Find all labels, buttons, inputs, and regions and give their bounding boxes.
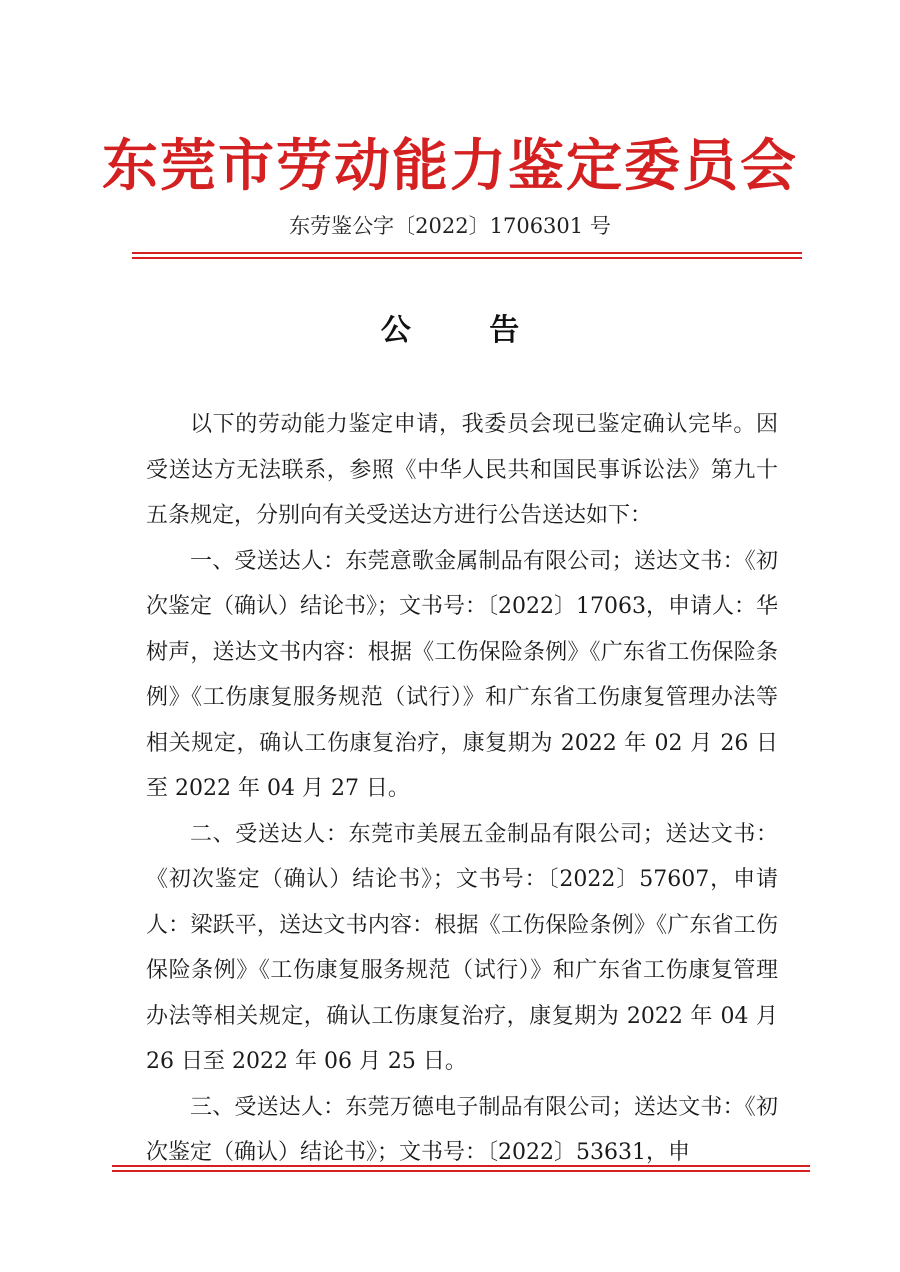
- footer-divider-thin: [112, 1170, 810, 1172]
- organization-title: 东莞市劳动能力鉴定委员会: [102, 133, 798, 199]
- intro-paragraph: 以下的劳动能力鉴定申请，我委员会现已鉴定确认完毕。因受送达方无法联系，参照《中华人民共和国民事诉讼法》第九十五条规定，分别向有关受送达方进行公告送达如下：: [146, 412, 778, 528]
- footer-divider: [112, 1165, 810, 1167]
- document-number: 东劳鉴公字〔2022〕1706301 号: [289, 214, 611, 238]
- header-divider-thin: [132, 257, 802, 259]
- notice-body: [146, 402, 778, 1176]
- header-divider: [132, 252, 802, 254]
- notice-heading: 公 告: [380, 313, 554, 348]
- notice-item-2: 二、受送达人：东莞市美展五金制品有限公司；送达文书：《初次鉴定（确认）结论书》；文书号：〔2022〕57607，申请人：梁跃平，送达文书内容：根据《工伤保险条例》《广东省工伤保险条例》《工伤康复服务规范（试行）》和广东省工伤康复管理办法等相关规定，确认工伤康复治疗，康复期为 2022 年 04 月 26 日至 2022 年 06 月 25 日。: [146, 821, 778, 1074]
- notice-item-1: 一、受送达人：东莞意歌金属制品有限公司；送达文书：《初次鉴定（确认）结论书》；文书号：〔2022〕17063，申请人：华树声，送达文书内容：根据《工伤保险条例》《广东省工伤保险条例》《工伤康复服务规范（试行）》和广东省工伤康复管理办法等相关规定，确认工伤康复治疗，康复期为 2022 年 02 月 26 日至 2022 年 04 月 27 日。: [146, 548, 778, 801]
- notice-item-3: 三、受送达人：东莞万德电子制品有限公司；送达文书：《初次鉴定（确认）结论书》；文书号：〔2022〕53631，申: [146, 1094, 778, 1165]
